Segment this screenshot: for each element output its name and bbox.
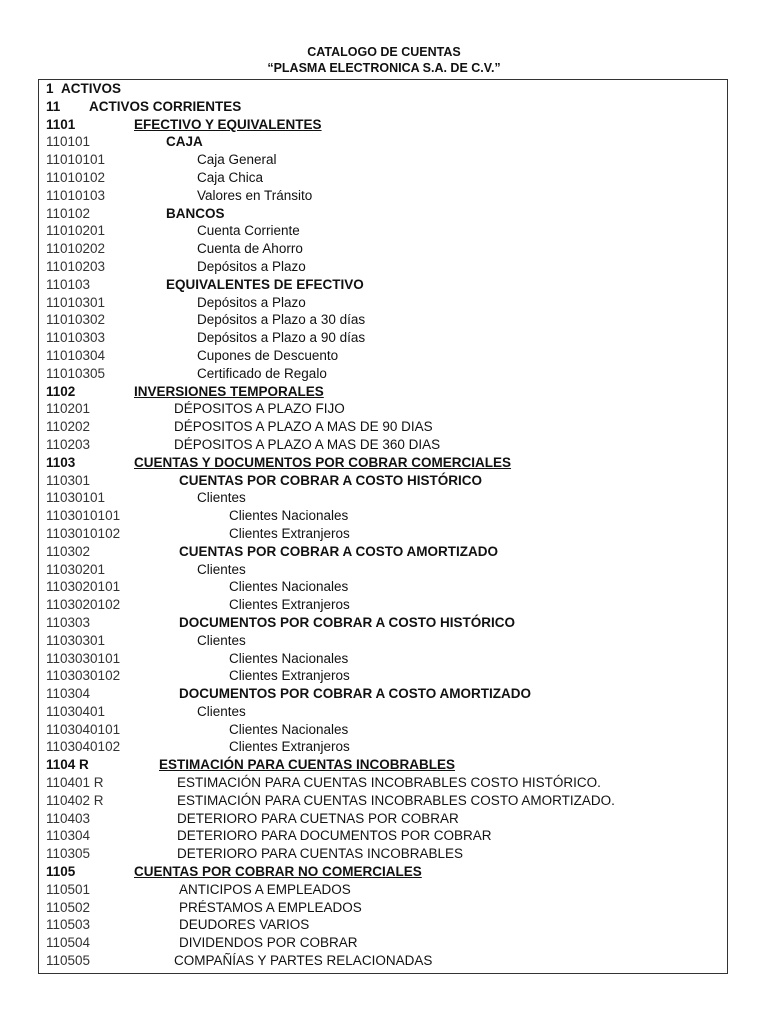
account-row	[39, 472, 727, 490]
account-name: Clientes Extranjeros	[229, 597, 350, 613]
account-name: Depósitos a Plazo	[197, 294, 306, 310]
account-name: DÉPOSITOS A PLAZO A MAS DE 90 DIAS	[174, 419, 433, 435]
account-row	[39, 685, 727, 703]
account-code: 1103040102	[46, 739, 121, 755]
account-code: 11010201	[46, 223, 106, 239]
account-code: 1103040101	[46, 721, 121, 737]
account-name: Depósitos a Plazo a 90 días	[197, 330, 366, 346]
account-name: Cuenta Corriente	[197, 223, 300, 239]
account-code: 110504	[46, 935, 91, 951]
account-name: Clientes	[197, 632, 246, 648]
account-row	[39, 774, 727, 792]
account-code: 11010103	[46, 187, 106, 203]
account-row	[39, 418, 727, 436]
account-row	[39, 258, 727, 276]
account-row	[39, 365, 727, 383]
account-name: Cuenta de Ahorro	[197, 241, 303, 257]
account-code: 1105	[46, 864, 76, 880]
account-row	[39, 454, 727, 472]
account-row	[39, 614, 727, 632]
account-name: PRÉSTAMOS A EMPLEADOS	[179, 899, 362, 915]
account-code: 11030401	[46, 703, 106, 719]
account-code: 110505	[46, 953, 91, 969]
account-code: 1103030102	[46, 668, 121, 684]
account-name: Certificado de Regalo	[197, 365, 327, 381]
account-code: 1	[46, 81, 54, 96]
account-name: Clientes Extranjeros	[229, 525, 350, 541]
account-code: 110102	[46, 205, 91, 221]
account-code: 1101	[46, 116, 76, 132]
account-code: 11010203	[46, 258, 106, 274]
account-code: 110503	[46, 917, 91, 933]
account-code: 110103	[46, 276, 91, 292]
account-name: DÉPOSITOS A PLAZO A MAS DE 360 DIAS	[174, 436, 441, 452]
account-row	[39, 240, 727, 258]
account-name: Clientes	[197, 703, 246, 719]
account-name: CUENTAS POR COBRAR A COSTO HISTÓRICO	[179, 472, 483, 488]
account-code: 110501	[46, 881, 91, 897]
account-row	[39, 845, 727, 863]
account-row	[39, 863, 727, 881]
account-name: Clientes Nacionales	[229, 721, 349, 737]
account-code: 110401 R	[46, 775, 104, 791]
account-code: 110301	[46, 472, 91, 488]
account-code: 110502	[46, 899, 91, 915]
account-name: EFECTIVO Y EQUIVALENTES	[134, 116, 322, 132]
account-name: CUENTAS POR COBRAR NO COMERCIALES	[134, 864, 422, 880]
account-code: 110202	[46, 419, 91, 435]
account-code: 110305	[46, 846, 91, 862]
account-code: 110303	[46, 614, 91, 630]
account-name: Caja Chica	[197, 169, 264, 185]
account-row	[39, 276, 727, 294]
account-name: DETERIORO PARA CUENTAS INCOBRABLES	[177, 846, 464, 862]
account-code: 110304	[46, 686, 91, 702]
account-row	[39, 205, 727, 223]
account-name: Clientes Nacionales	[229, 579, 349, 595]
account-code: 11010102	[46, 169, 106, 185]
account-row	[39, 543, 727, 561]
account-name: INVERSIONES TEMPORALES	[134, 383, 324, 399]
account-row	[39, 151, 727, 169]
account-row	[39, 80, 727, 98]
account-name: Valores en Tránsito	[197, 187, 313, 203]
account-code: 1103010102	[46, 525, 121, 541]
account-name: Caja General	[197, 152, 277, 168]
account-code: 110403	[46, 810, 91, 826]
account-code: 1103020102	[46, 597, 121, 613]
account-row	[39, 596, 727, 614]
account-row	[39, 934, 727, 952]
account-code: 11010302	[46, 312, 106, 328]
account-row	[39, 703, 727, 721]
account-code: 11010202	[46, 241, 106, 257]
account-row	[39, 632, 727, 650]
account-row	[39, 561, 727, 579]
account-row	[39, 489, 727, 507]
account-row	[39, 222, 727, 240]
account-name: Clientes Nacionales	[229, 508, 349, 524]
account-name: CUENTAS Y DOCUMENTOS POR COBRAR COMERCIALES	[134, 454, 512, 470]
account-row	[39, 578, 727, 596]
account-code: 11010301	[46, 294, 106, 310]
account-code: 1103	[46, 454, 76, 470]
account-row	[39, 738, 727, 756]
account-row	[39, 650, 727, 668]
account-code: 110101	[46, 134, 91, 150]
account-row	[39, 116, 727, 134]
account-name: DIVIDENDOS POR COBRAR	[179, 935, 358, 951]
account-row	[39, 507, 727, 525]
account-code: 11010303	[46, 330, 106, 346]
account-name: Clientes Nacionales	[229, 650, 349, 666]
account-row	[39, 952, 727, 970]
account-code: 110402 R	[46, 792, 104, 808]
account-name: Depósitos a Plazo	[197, 258, 306, 274]
account-name: CAJA	[166, 134, 203, 150]
account-name: DOCUMENTOS POR COBRAR A COSTO HISTÓRICO	[179, 614, 516, 630]
account-row	[39, 347, 727, 365]
account-name: DETERIORO PARA DOCUMENTOS POR COBRAR	[177, 828, 492, 844]
account-code: 1103030101	[46, 650, 121, 666]
account-name: DETERIORO PARA CUETNAS POR COBRAR	[177, 810, 459, 826]
account-code: 1103010101	[46, 508, 121, 524]
account-name: ESTIMACIÓN PARA CUENTAS INCOBRABLES COSTO HISTÓRICO.	[177, 775, 601, 791]
account-code: 11010305	[46, 365, 106, 381]
account-row	[39, 525, 727, 543]
account-row	[39, 187, 727, 205]
account-name: Clientes Extranjeros	[229, 668, 350, 684]
account-code: 1103020101	[46, 579, 121, 595]
company-name: “PLASMA ELECTRONICA S.A. DE C.V.”	[267, 61, 501, 75]
account-row	[39, 133, 727, 151]
account-row	[39, 827, 727, 845]
document-header	[0, 44, 768, 76]
account-code: 11030201	[46, 561, 106, 577]
account-row	[39, 667, 727, 685]
account-row	[39, 810, 727, 828]
account-row	[39, 899, 727, 917]
account-row	[39, 756, 727, 774]
account-code: 1102	[46, 383, 76, 399]
account-name: Clientes Extranjeros	[229, 739, 350, 755]
account-code: 11030301	[46, 632, 106, 648]
account-name: ANTICIPOS A EMPLEADOS	[179, 881, 351, 897]
account-row	[39, 294, 727, 312]
account-name: ACTIVOS	[61, 81, 122, 96]
account-row	[39, 169, 727, 187]
account-row	[39, 881, 727, 899]
account-name: DEUDORES VARIOS	[179, 917, 310, 933]
account-row	[39, 916, 727, 934]
account-row	[39, 436, 727, 454]
account-row	[39, 311, 727, 329]
account-row	[39, 383, 727, 401]
account-code: 11010304	[46, 347, 106, 363]
accounts-table	[38, 79, 728, 974]
account-row	[39, 721, 727, 739]
account-row	[39, 98, 727, 116]
account-name: ESTIMACIÓN PARA CUENTAS INCOBRABLES COSTO AMORTIZADO.	[177, 792, 615, 808]
account-name: CUENTAS POR COBRAR A COSTO AMORTIZADO	[179, 543, 498, 559]
account-row	[39, 329, 727, 347]
account-name: DOCUMENTOS POR COBRAR A COSTO AMORTIZADO	[179, 686, 532, 702]
account-code: 110203	[46, 436, 91, 452]
account-row	[39, 792, 727, 810]
account-name: Depósitos a Plazo a 30 días	[197, 312, 366, 328]
account-code: 110304	[46, 828, 91, 844]
account-name: Clientes	[197, 490, 246, 506]
account-name: ESTIMACIÓN PARA CUENTAS INCOBRABLES	[159, 757, 456, 773]
catalog-title: CATALOGO DE CUENTAS	[307, 45, 461, 59]
account-code: 11030101	[46, 490, 106, 506]
account-code: 110302	[46, 543, 91, 559]
account-code: 1104 R	[46, 757, 89, 773]
account-code: 110201	[46, 401, 91, 417]
account-name: COMPAÑÍAS Y PARTES RELACIONADAS	[174, 953, 433, 969]
account-code: 11010101	[46, 152, 106, 168]
account-row	[39, 400, 727, 418]
account-name: BANCOS	[166, 205, 225, 221]
account-code: 11	[46, 98, 61, 114]
account-name: DÉPOSITOS A PLAZO FIJO	[174, 401, 345, 417]
account-name: Cupones de Descuento	[197, 347, 339, 363]
account-name: EQUIVALENTES DE EFECTIVO	[166, 276, 364, 292]
account-name: Clientes	[197, 561, 246, 577]
account-name: ACTIVOS CORRIENTES	[89, 98, 242, 114]
